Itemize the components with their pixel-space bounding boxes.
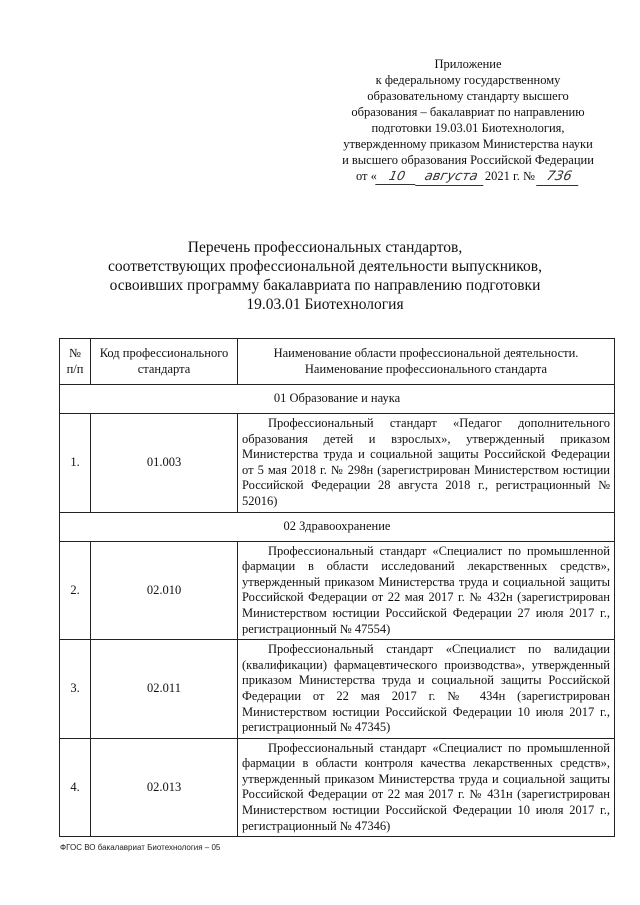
appendix-line: образовательному стандарту высшего — [367, 89, 569, 103]
section-row — [60, 512, 615, 541]
title-line: 19.03.01 Биотехнология — [246, 296, 404, 313]
table-row — [60, 738, 615, 837]
appendix-line: Приложение — [434, 57, 502, 71]
row-desc: Профессиональный стандарт «Специалист по валидации (квалификации) фармацевтического производства», утвержденный приказом Министерства труда и социальной защиты Российской Федерации от 22 мая 2017 г. № 434н (зарегистрирован Министерством юстиции Российской Федерации 10 июля 2017 г., регистрационный № 47345) — [238, 640, 615, 739]
title-line: Перечень профессиональных стандартов, — [187, 239, 463, 256]
header-name: Наименование области профессиональной деятельности. Наименование профессионального стандарта — [238, 339, 615, 385]
row-desc: Профессиональный стандарт «Специалист по промышленной фармации в области контроля качества лекарственных средств», утвержденный приказом Министерства труда и социальной защиты Российской Федерации от 22 мая 2017 г. № 431н (зарегистрирован Министерством юстиции Российской Федерации 10 июля 2017 г., регистрационный № 47346) — [238, 738, 615, 837]
handwritten-month: августа — [415, 169, 487, 186]
section-title: 02 Здравоохранение — [60, 512, 615, 541]
table-row — [60, 541, 615, 640]
handwritten-order-number: 736 — [536, 169, 582, 186]
appendix-block — [318, 56, 618, 186]
row-code: 02.010 — [91, 541, 238, 640]
row-num: 1. — [60, 414, 91, 513]
row-num: 2. — [60, 541, 91, 640]
appendix-line: утвержденному приказом Министерства науки — [343, 137, 593, 151]
section-row — [60, 385, 615, 414]
appendix-line: образования – бакалавриат по направлению — [351, 105, 585, 119]
handwritten-day: 10 — [375, 168, 419, 185]
row-num: 4. — [60, 738, 91, 837]
title-line: освоивших программу бакалавриата по направлению подготовки — [109, 277, 541, 294]
row-code: 02.013 — [91, 738, 238, 837]
appendix-line: и высшего образования Российской Федерации — [342, 153, 594, 167]
appendix-line: к федеральному государственному — [375, 73, 561, 87]
header-code: Код профессионального стандарта — [91, 339, 238, 385]
header-num: № п/п — [60, 339, 91, 385]
table-row — [60, 640, 615, 739]
row-code: 02.011 — [91, 640, 238, 739]
table-header-row — [60, 339, 615, 385]
page-footer: ФГОС ВО бакалавриат Биотехнология – 05 — [60, 843, 221, 852]
date-suffix: 2021 г. № — [484, 169, 535, 183]
row-desc: Профессиональный стандарт «Специалист по промышленной фармации в области исследований лекарственных средств», утвержденный приказом Министерства труда и социальной защиты Российской Федерации от 22 мая 2017 г. № 432н (зарегистрирован Министерством юстиции Российской Федерации 27 июля 2017 г., регистрационный № 47554) — [238, 541, 615, 640]
row-desc: Профессиональный стандарт «Педагог дополнительного образования детей и взрослых», утвержденный приказом Министерства труда и социальной защиты Российской Федерации от 5 мая 2018 г. № 298н (зарегистрирован Министерством юстиции Российской Федерации 28 августа 2018 г., регистрационный № 52016) — [238, 414, 615, 513]
standards-table — [59, 338, 615, 837]
table-row — [60, 414, 615, 513]
section-title: 01 Образование и наука — [60, 385, 615, 414]
order-date-line — [318, 168, 618, 186]
row-num: 3. — [60, 640, 91, 739]
appendix-line: подготовки 19.03.01 Биотехнология, — [371, 121, 565, 135]
document-title — [60, 238, 590, 314]
row-code: 01.003 — [91, 414, 238, 513]
date-prefix: от « — [355, 169, 377, 183]
title-line: соответствующих профессиональной деятельности выпускников, — [108, 258, 542, 275]
